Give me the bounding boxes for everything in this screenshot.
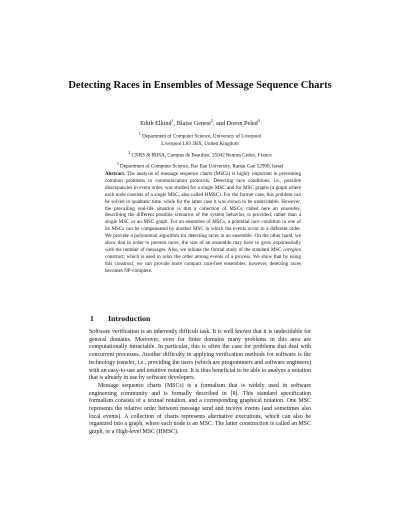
affiliation-mark: 3 xyxy=(116,161,119,167)
abstract-emphasis: coregion xyxy=(283,246,301,253)
body-text xyxy=(89,329,311,437)
affiliation-line: Liverpool L69 3BX, United Kingdom xyxy=(161,141,239,148)
author-name: Blaise Genest xyxy=(176,120,211,128)
section-heading xyxy=(90,314,330,323)
section-number: 1 xyxy=(90,314,94,323)
affiliation-line: CNRS & IRISA, Campus de Beaulieu, 35042 Rennes Cedex, France xyxy=(131,152,272,159)
affiliation-line: Department of Computer Science, University of Liverpool xyxy=(142,133,262,140)
abstract-text: , describing the different possible scenarios of the system behavior, is provided, rather than a single MSC or an MSC graph. For an ensemble of MSCs, a potential race condition in one of its MSCs can be compensated by another MSC in which the events occur in a different order. We provide a polynomial algorithm for detecting races in an ensemble. On the other hand, we show that in order to prevent races, the size of an ensemble may have to grow exponentially with the number of messages. Also, we initiate the formal study of the standard MSC xyxy=(105,205,301,253)
paper-title: Detecting Races in Ensembles of Message Sequence Charts xyxy=(68,80,332,91)
affiliation-line: Department of Computer Science, Bar Ilan University, Ramat Gan 52900, Israel xyxy=(120,163,284,170)
abstract-emphasis: ensemble xyxy=(280,205,300,212)
abstract-text: construct, which is used to relax the order among events of a process. We show that by using this construct, we can provide more compact race-free ensembles; however, detecting races becomes NP-complete. xyxy=(105,253,301,274)
abstract-label: Abstract. xyxy=(105,171,126,177)
paragraph: Software verification is an inherently difficult task. It is well known that it is undecidable for general domains. Moreover, even for finite domains many problems in this area are computationally intractable. In particular, this is often the case for problems that deal with concurrent processes. Another difficulty in applying verification methods for software is the technology transfer, i.e., providing the users (which are programmers and software engineers) with an easy-to-use and intuitive notation. It is thus beneficial to be able to analyze a notation that is already in use by software developers. xyxy=(89,329,311,382)
affiliation xyxy=(70,130,330,141)
author-separator: , and xyxy=(213,120,227,128)
affiliation-list xyxy=(70,130,330,171)
author-list xyxy=(60,118,340,127)
affiliation-mark: 2 xyxy=(128,149,131,155)
author-affiliation-mark: 2 xyxy=(210,118,214,123)
author-name: Doron Peled xyxy=(226,120,258,128)
section-title: Introduction xyxy=(108,314,151,323)
affiliation xyxy=(70,149,330,160)
author-affiliation-mark: 1 xyxy=(171,118,174,123)
abstract-text: The analysis of message sequence charts (MSCs) is highly important in preventing common problems in communication protocols. Detecting race conditions, i.e., possible discrepancies in event order, was studied for a single MSC and for MSC graphs (a graph where each node consists of a single MSC, also called HMSC). For the former case, this problem can be solved in quadratic time, while for the latter case it was shown to be undecidable. However, the prevailing real-life situation is that a collection of MSCs, called here an xyxy=(105,171,301,212)
affiliation xyxy=(70,160,330,171)
author-separator: , xyxy=(173,120,177,128)
abstract xyxy=(105,171,301,275)
paragraph: Message sequence charts (MSCs) is a formalism that is widely used in software engineering community and is formally described in [8]. This standard specification formalism consists of a textual notation, and a corresponding graphical notation. One MSC represents the relative order between message send and receive events (and sometimes also local events). A collection of charts represents alternative executions, which can also be organized into a graph, where each node is an MSC. The latter construction is called an MSC graph, or a High-level MSC (HMSC). xyxy=(89,382,311,436)
author-name: Edith Elkind xyxy=(140,120,172,128)
affiliation-mark: 1 xyxy=(138,131,141,136)
author-affiliation-mark: 3 xyxy=(257,118,260,123)
